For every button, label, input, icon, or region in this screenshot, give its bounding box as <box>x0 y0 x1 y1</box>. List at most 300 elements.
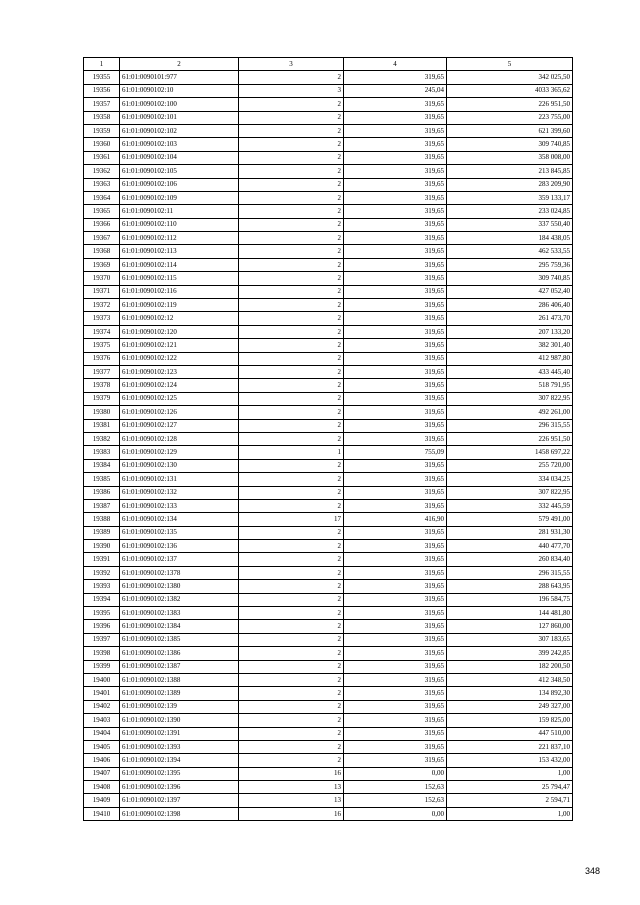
row-number-cell: 19363 <box>84 178 120 191</box>
table-row <box>84 339 573 352</box>
page-number: 348 <box>584 866 600 876</box>
unit-value-cell: 319,65 <box>344 339 447 352</box>
table-row <box>84 245 573 258</box>
cadastral-number-cell: 61:01:0090102:1396 <box>120 781 239 794</box>
cadastral-number-cell: 61:01:0090102:115 <box>120 272 239 285</box>
cadastral-value-cell: 382 301,40 <box>447 339 573 352</box>
table-row <box>84 419 573 432</box>
cadastral-value-cell: 1,00 <box>447 807 573 820</box>
row-number-cell: 19382 <box>84 432 120 445</box>
row-number-cell: 19396 <box>84 620 120 633</box>
row-number-cell: 19403 <box>84 714 120 727</box>
unit-value-cell: 319,65 <box>344 98 447 111</box>
cadastral-value-cell: 286 406,40 <box>447 299 573 312</box>
table-row <box>84 499 573 512</box>
table-row <box>84 794 573 807</box>
unit-value-cell: 319,65 <box>344 165 447 178</box>
table-row <box>84 365 573 378</box>
row-number-cell: 19405 <box>84 740 120 753</box>
group-code-cell: 2 <box>239 607 344 620</box>
table-row <box>84 232 573 245</box>
group-code-cell: 2 <box>239 647 344 660</box>
cadastral-value-cell: 579 491,00 <box>447 513 573 526</box>
table-row <box>84 191 573 204</box>
group-code-cell: 2 <box>239 526 344 539</box>
cadastral-number-cell: 61:01:0090102:1385 <box>120 633 239 646</box>
cadastral-number-cell: 61:01:0090102:1384 <box>120 620 239 633</box>
table-row <box>84 84 573 97</box>
group-code-cell: 13 <box>239 781 344 794</box>
cadastral-value-cell: 249 327,00 <box>447 700 573 713</box>
group-code-cell: 2 <box>239 272 344 285</box>
table-row <box>84 740 573 753</box>
cadastral-number-cell: 61:01:0090102:1397 <box>120 794 239 807</box>
cadastral-number-cell: 61:01:0090102:121 <box>120 339 239 352</box>
cadastral-value-cell: 213 845,85 <box>447 165 573 178</box>
row-number-cell: 19379 <box>84 392 120 405</box>
table-row <box>84 111 573 124</box>
cadastral-value-cell: 412 987,80 <box>447 352 573 365</box>
row-number-cell: 19370 <box>84 272 120 285</box>
cadastral-number-cell: 61:01:0090102:101 <box>120 111 239 124</box>
cadastral-number-cell: 61:01:0090102:100 <box>120 98 239 111</box>
table-row <box>84 767 573 780</box>
row-number-cell: 19387 <box>84 499 120 512</box>
cadastral-number-cell: 61:01:0090102:1387 <box>120 660 239 673</box>
group-code-cell: 2 <box>239 98 344 111</box>
cadastral-number-cell: 61:01:0090102:1393 <box>120 740 239 753</box>
cadastral-value-cell: 261 473,70 <box>447 312 573 325</box>
row-number-cell: 19355 <box>84 71 120 84</box>
unit-value-cell: 319,65 <box>344 299 447 312</box>
cadastral-number-cell: 61:01:0090102:116 <box>120 285 239 298</box>
unit-value-cell: 0,00 <box>344 807 447 820</box>
group-code-cell: 2 <box>239 325 344 338</box>
row-number-cell: 19364 <box>84 191 120 204</box>
group-code-cell: 3 <box>239 84 344 97</box>
group-code-cell: 2 <box>239 138 344 151</box>
unit-value-cell: 416,90 <box>344 513 447 526</box>
cadastral-number-cell: 61:01:0090102:133 <box>120 499 239 512</box>
cadastral-value-cell: 447 510,00 <box>447 727 573 740</box>
cadastral-value-cell: 226 951,50 <box>447 98 573 111</box>
group-code-cell: 2 <box>239 473 344 486</box>
table-row <box>84 272 573 285</box>
group-code-cell: 16 <box>239 767 344 780</box>
row-number-cell: 19378 <box>84 379 120 392</box>
unit-value-cell: 755,09 <box>344 446 447 459</box>
table-body <box>84 71 573 821</box>
cadastral-value-cell: 307 822,95 <box>447 392 573 405</box>
cadastral-number-cell: 61:01:0090102:130 <box>120 459 239 472</box>
row-number-cell: 19392 <box>84 566 120 579</box>
unit-value-cell: 319,65 <box>344 205 447 218</box>
cadastral-number-cell: 61:01:0090102:127 <box>120 419 239 432</box>
group-code-cell: 2 <box>239 71 344 84</box>
cadastral-value-cell: 159 825,00 <box>447 714 573 727</box>
group-code-cell: 2 <box>239 754 344 767</box>
table-row <box>84 406 573 419</box>
group-code-cell: 2 <box>239 299 344 312</box>
unit-value-cell: 319,65 <box>344 312 447 325</box>
cadastral-value-cell: 359 133,17 <box>447 191 573 204</box>
group-code-cell: 17 <box>239 513 344 526</box>
unit-value-cell: 319,65 <box>344 406 447 419</box>
group-code-cell: 2 <box>239 499 344 512</box>
unit-value-cell: 319,65 <box>344 687 447 700</box>
cadastral-value-cell: 332 445,59 <box>447 499 573 512</box>
unit-value-cell: 319,65 <box>344 178 447 191</box>
unit-value-cell: 319,65 <box>344 754 447 767</box>
row-number-cell: 19399 <box>84 660 120 673</box>
unit-value-cell: 319,65 <box>344 365 447 378</box>
cadastral-number-cell: 61:01:0090102:139 <box>120 700 239 713</box>
column-header-3: 3 <box>239 58 344 71</box>
table-row <box>84 285 573 298</box>
unit-value-cell: 319,65 <box>344 379 447 392</box>
group-code-cell: 2 <box>239 151 344 164</box>
cadastral-value-cell: 433 445,40 <box>447 365 573 378</box>
cadastral-number-cell: 61:01:0090102:122 <box>120 352 239 365</box>
cadastral-value-cell: 288 643,95 <box>447 580 573 593</box>
unit-value-cell: 319,65 <box>344 272 447 285</box>
table-row <box>84 647 573 660</box>
group-code-cell: 2 <box>239 124 344 137</box>
table-row <box>84 553 573 566</box>
row-number-cell: 19401 <box>84 687 120 700</box>
row-number-cell: 19373 <box>84 312 120 325</box>
table-row <box>84 781 573 794</box>
table-row <box>84 513 573 526</box>
row-number-cell: 19406 <box>84 754 120 767</box>
cadastral-value-cell: 207 133,20 <box>447 325 573 338</box>
cadastral-number-cell: 61:01:0090102:1389 <box>120 687 239 700</box>
cadastral-number-cell: 61:01:0090102:1388 <box>120 673 239 686</box>
row-number-cell: 19368 <box>84 245 120 258</box>
table-row <box>84 660 573 673</box>
cadastral-number-cell: 61:01:0090102:113 <box>120 245 239 258</box>
group-code-cell: 16 <box>239 807 344 820</box>
row-number-cell: 19386 <box>84 486 120 499</box>
unit-value-cell: 319,65 <box>344 580 447 593</box>
cadastral-value-cell: 1458 697,22 <box>447 446 573 459</box>
cadastral-value-cell: 281 931,30 <box>447 526 573 539</box>
cadastral-number-cell: 61:01:0090102:135 <box>120 526 239 539</box>
column-header-5: 5 <box>447 58 573 71</box>
group-code-cell: 2 <box>239 285 344 298</box>
unit-value-cell: 319,65 <box>344 553 447 566</box>
row-number-cell: 19393 <box>84 580 120 593</box>
cadastral-value-cell: 296 315,55 <box>447 566 573 579</box>
unit-value-cell: 319,65 <box>344 593 447 606</box>
table-row <box>84 218 573 231</box>
group-code-cell: 2 <box>239 459 344 472</box>
group-code-cell: 2 <box>239 687 344 700</box>
row-number-cell: 19394 <box>84 593 120 606</box>
table-row <box>84 620 573 633</box>
row-number-cell: 19410 <box>84 807 120 820</box>
table-row <box>84 526 573 539</box>
group-code-cell: 2 <box>239 553 344 566</box>
group-code-cell: 2 <box>239 673 344 686</box>
cadastral-value-cell: 440 477,70 <box>447 540 573 553</box>
table-row <box>84 352 573 365</box>
unit-value-cell: 319,65 <box>344 566 447 579</box>
group-code-cell: 2 <box>239 727 344 740</box>
cadastral-value-cell: 226 951,50 <box>447 432 573 445</box>
cadastral-number-cell: 61:01:0090102:102 <box>120 124 239 137</box>
unit-value-cell: 319,65 <box>344 727 447 740</box>
cadastral-value-cell: 2 594,71 <box>447 794 573 807</box>
row-number-cell: 19367 <box>84 232 120 245</box>
cadastral-number-cell: 61:01:0090102:104 <box>120 151 239 164</box>
cadastral-value-cell: 309 740,85 <box>447 272 573 285</box>
cadastral-value-cell: 223 755,00 <box>447 111 573 124</box>
row-number-cell: 19374 <box>84 325 120 338</box>
cadastral-value-cell: 25 794,47 <box>447 781 573 794</box>
row-number-cell: 19371 <box>84 285 120 298</box>
cadastral-value-cell: 358 008,00 <box>447 151 573 164</box>
cadastral-number-cell: 61:01:0090102:114 <box>120 258 239 271</box>
cadastral-number-cell: 61:01:0090102:124 <box>120 379 239 392</box>
cadastral-table <box>83 57 573 821</box>
row-number-cell: 19397 <box>84 633 120 646</box>
column-header-4: 4 <box>344 58 447 71</box>
cadastral-number-cell: 61:01:0090102:131 <box>120 473 239 486</box>
table-row <box>84 138 573 151</box>
unit-value-cell: 319,65 <box>344 71 447 84</box>
cadastral-value-cell: 221 837,10 <box>447 740 573 753</box>
row-number-cell: 19404 <box>84 727 120 740</box>
table-row <box>84 71 573 84</box>
group-code-cell: 2 <box>239 432 344 445</box>
unit-value-cell: 319,65 <box>344 714 447 727</box>
row-number-cell: 19389 <box>84 526 120 539</box>
cadastral-number-cell: 61:01:0090102:105 <box>120 165 239 178</box>
row-number-cell: 19359 <box>84 124 120 137</box>
group-code-cell: 2 <box>239 700 344 713</box>
table-row <box>84 593 573 606</box>
cadastral-number-cell: 61:01:0090102:11 <box>120 205 239 218</box>
group-code-cell: 13 <box>239 794 344 807</box>
table-row <box>84 392 573 405</box>
unit-value-cell: 319,65 <box>344 499 447 512</box>
group-code-cell: 2 <box>239 620 344 633</box>
cadastral-number-cell: 61:01:0090102:112 <box>120 232 239 245</box>
table-row <box>84 98 573 111</box>
cadastral-number-cell: 61:01:0090102:1380 <box>120 580 239 593</box>
cadastral-number-cell: 61:01:0090102:1386 <box>120 647 239 660</box>
row-number-cell: 19369 <box>84 258 120 271</box>
cadastral-number-cell: 61:01:0090102:1382 <box>120 593 239 606</box>
table-row <box>84 379 573 392</box>
cadastral-number-cell: 61:01:0090102:126 <box>120 406 239 419</box>
table-row <box>84 459 573 472</box>
cadastral-number-cell: 61:01:0090102:106 <box>120 178 239 191</box>
row-number-cell: 19375 <box>84 339 120 352</box>
cadastral-number-cell: 61:01:0090102:119 <box>120 299 239 312</box>
unit-value-cell: 319,65 <box>344 352 447 365</box>
group-code-cell: 2 <box>239 660 344 673</box>
cadastral-value-cell: 283 209,90 <box>447 178 573 191</box>
cadastral-value-cell: 621 399,60 <box>447 124 573 137</box>
group-code-cell: 2 <box>239 593 344 606</box>
unit-value-cell: 319,65 <box>344 111 447 124</box>
row-number-cell: 19376 <box>84 352 120 365</box>
unit-value-cell: 319,65 <box>344 419 447 432</box>
cadastral-value-cell: 334 034,25 <box>447 473 573 486</box>
cadastral-value-cell: 399 242,85 <box>447 647 573 660</box>
table-row <box>84 151 573 164</box>
table-row <box>84 178 573 191</box>
unit-value-cell: 319,65 <box>344 673 447 686</box>
unit-value-cell: 319,65 <box>344 660 447 673</box>
table-row <box>84 473 573 486</box>
cadastral-number-cell: 61:01:0090102:120 <box>120 325 239 338</box>
table-row <box>84 673 573 686</box>
unit-value-cell: 319,65 <box>344 124 447 137</box>
unit-value-cell: 319,65 <box>344 700 447 713</box>
row-number-cell: 19398 <box>84 647 120 660</box>
unit-value-cell: 319,65 <box>344 486 447 499</box>
unit-value-cell: 152,63 <box>344 794 447 807</box>
cadastral-number-cell: 61:01:0090102:1378 <box>120 566 239 579</box>
group-code-cell: 2 <box>239 218 344 231</box>
unit-value-cell: 319,65 <box>344 540 447 553</box>
group-code-cell: 2 <box>239 258 344 271</box>
table-row <box>84 165 573 178</box>
group-code-cell: 2 <box>239 540 344 553</box>
cadastral-value-cell: 134 892,30 <box>447 687 573 700</box>
cadastral-value-cell: 295 759,36 <box>447 258 573 271</box>
cadastral-number-cell: 61:01:0090102:125 <box>120 392 239 405</box>
table-row <box>84 325 573 338</box>
row-number-cell: 19400 <box>84 673 120 686</box>
cadastral-value-cell: 144 481,80 <box>447 607 573 620</box>
cadastral-value-cell: 296 315,55 <box>447 419 573 432</box>
cadastral-value-cell: 307 183,65 <box>447 633 573 646</box>
row-number-cell: 19365 <box>84 205 120 218</box>
cadastral-number-cell: 61:01:0090102:10 <box>120 84 239 97</box>
cadastral-value-cell: 309 740,85 <box>447 138 573 151</box>
row-number-cell: 19385 <box>84 473 120 486</box>
row-number-cell: 19407 <box>84 767 120 780</box>
unit-value-cell: 319,65 <box>344 218 447 231</box>
unit-value-cell: 319,65 <box>344 459 447 472</box>
row-number-cell: 19372 <box>84 299 120 312</box>
cadastral-value-cell: 342 025,50 <box>447 71 573 84</box>
cadastral-number-cell: 61:01:0090102:1383 <box>120 607 239 620</box>
cadastral-value-cell: 233 024,85 <box>447 205 573 218</box>
cadastral-value-cell: 182 200,50 <box>447 660 573 673</box>
group-code-cell: 1 <box>239 446 344 459</box>
unit-value-cell: 319,65 <box>344 245 447 258</box>
row-number-cell: 19402 <box>84 700 120 713</box>
row-number-cell: 19356 <box>84 84 120 97</box>
unit-value-cell: 152,63 <box>344 781 447 794</box>
row-number-cell: 19384 <box>84 459 120 472</box>
cadastral-number-cell: 61:01:0090102:1390 <box>120 714 239 727</box>
cadastral-value-cell: 427 052,40 <box>447 285 573 298</box>
table-row <box>84 700 573 713</box>
unit-value-cell: 319,65 <box>344 647 447 660</box>
cadastral-number-cell: 61:01:0090102:128 <box>120 432 239 445</box>
cadastral-value-cell: 127 860,00 <box>447 620 573 633</box>
group-code-cell: 2 <box>239 419 344 432</box>
cadastral-number-cell: 61:01:0090102:12 <box>120 312 239 325</box>
column-header-2: 2 <box>120 58 239 71</box>
unit-value-cell: 319,65 <box>344 620 447 633</box>
row-number-cell: 19381 <box>84 419 120 432</box>
row-number-cell: 19388 <box>84 513 120 526</box>
row-number-cell: 19366 <box>84 218 120 231</box>
cadastral-value-cell: 518 791,95 <box>447 379 573 392</box>
table-row <box>84 607 573 620</box>
cadastral-number-cell: 61:01:0090101:977 <box>120 71 239 84</box>
group-code-cell: 2 <box>239 165 344 178</box>
table-row <box>84 312 573 325</box>
unit-value-cell: 319,65 <box>344 740 447 753</box>
table-row <box>84 633 573 646</box>
cadastral-value-cell: 255 720,00 <box>447 459 573 472</box>
group-code-cell: 2 <box>239 312 344 325</box>
group-code-cell: 2 <box>239 365 344 378</box>
unit-value-cell: 319,65 <box>344 432 447 445</box>
group-code-cell: 2 <box>239 245 344 258</box>
cadastral-value-cell: 412 348,50 <box>447 673 573 686</box>
unit-value-cell: 319,65 <box>344 285 447 298</box>
group-code-cell: 2 <box>239 566 344 579</box>
cadastral-number-cell: 61:01:0090102:110 <box>120 218 239 231</box>
cadastral-value-cell: 307 822,95 <box>447 486 573 499</box>
group-code-cell: 2 <box>239 352 344 365</box>
row-number-cell: 19383 <box>84 446 120 459</box>
table-row <box>84 486 573 499</box>
table-row <box>84 124 573 137</box>
cadastral-number-cell: 61:01:0090102:1398 <box>120 807 239 820</box>
table-row <box>84 754 573 767</box>
cadastral-value-cell: 153 432,00 <box>447 754 573 767</box>
row-number-cell: 19380 <box>84 406 120 419</box>
unit-value-cell: 319,65 <box>344 325 447 338</box>
row-number-cell: 19391 <box>84 553 120 566</box>
group-code-cell: 2 <box>239 339 344 352</box>
cadastral-value-cell: 196 584,75 <box>447 593 573 606</box>
column-header-1: 1 <box>84 58 120 71</box>
group-code-cell: 2 <box>239 111 344 124</box>
group-code-cell: 2 <box>239 379 344 392</box>
cadastral-number-cell: 61:01:0090102:1391 <box>120 727 239 740</box>
cadastral-number-cell: 61:01:0090102:103 <box>120 138 239 151</box>
cadastral-number-cell: 61:01:0090102:1394 <box>120 754 239 767</box>
group-code-cell: 2 <box>239 232 344 245</box>
cadastral-number-cell: 61:01:0090102:136 <box>120 540 239 553</box>
unit-value-cell: 319,65 <box>344 138 447 151</box>
table-row <box>84 299 573 312</box>
row-number-cell: 19360 <box>84 138 120 151</box>
table-row <box>84 540 573 553</box>
table-row <box>84 446 573 459</box>
row-number-cell: 19408 <box>84 781 120 794</box>
cadastral-value-cell: 260 834,40 <box>447 553 573 566</box>
table-row <box>84 432 573 445</box>
table-row <box>84 727 573 740</box>
unit-value-cell: 319,65 <box>344 526 447 539</box>
unit-value-cell: 319,65 <box>344 392 447 405</box>
table-header-row <box>84 58 573 71</box>
row-number-cell: 19390 <box>84 540 120 553</box>
cadastral-number-cell: 61:01:0090102:137 <box>120 553 239 566</box>
